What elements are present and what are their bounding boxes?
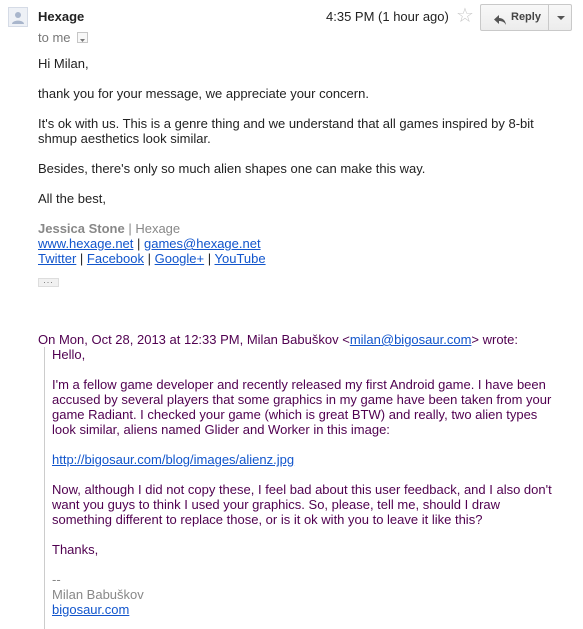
website-link[interactable]: www.hexage.net: [38, 236, 134, 251]
signature: [38, 221, 568, 266]
quote-signature-name: Milan Babuškov: [52, 587, 144, 602]
quote-site-link[interactable]: bigosaur.com: [52, 602, 130, 617]
quote-header: [38, 332, 518, 347]
email-link[interactable]: games@hexage.net: [144, 236, 261, 251]
quote-header-suffix: > wrote:: [471, 332, 519, 347]
show-trimmed-content-button[interactable]: ...: [38, 278, 59, 287]
sender-avatar: [8, 7, 28, 27]
signature-company: Hexage: [135, 221, 181, 236]
signature-name: Jessica Stone: [38, 221, 125, 236]
greeting: Hi Milan,: [38, 56, 89, 71]
more-actions-button[interactable]: [548, 4, 572, 31]
chevron-down-icon: [78, 36, 87, 45]
quote-link-line: [52, 452, 562, 467]
quote-greeting: Hello,: [52, 347, 86, 362]
closing: All the best,: [38, 191, 106, 206]
person-icon: [9, 8, 27, 26]
separator: |: [144, 251, 155, 266]
quoted-message: [52, 347, 562, 617]
quote-thanks: Thanks,: [52, 542, 99, 557]
quote-signature-dash: --: [52, 572, 61, 587]
quote-paragraph: Now, although I did not copy these, I feel bad about this user feedback, and I also don't want you guys to think I used your graphics. So, please, tell me, should I draw something different to replace those, or is it ok with you to leave it like this?: [52, 482, 552, 527]
sender-name[interactable]: Hexage: [38, 9, 85, 24]
quote-bar: [44, 347, 45, 629]
twitter-link[interactable]: Twitter: [38, 251, 77, 266]
quote-paragraph: I'm a fellow game developer and recently released my first Android game. I have been accused by several players that some graphics in my game have been taken from your game Radiant. I checked your game (which is great BTW) and really, two alien types look similar, aliens named Glider and Worker in this image:: [52, 377, 552, 437]
paragraph: Besides, there's only so much alien shapes one can make this way.: [38, 161, 426, 176]
star-icon[interactable]: ☆: [456, 5, 474, 27]
reply-button[interactable]: [480, 4, 549, 31]
quote-header-text: On Mon, Oct 28, 2013 at 12:33 PM, Milan Babuškov <: [38, 332, 350, 347]
timestamp: 4:35 PM (1 hour ago): [326, 9, 449, 24]
facebook-link[interactable]: Facebook: [86, 251, 144, 266]
quoted-email-link[interactable]: milan@bigosaur.com: [349, 332, 472, 347]
message-body: [38, 56, 568, 266]
youtube-link[interactable]: YouTube: [214, 251, 266, 266]
separator: |: [124, 221, 136, 236]
separator: |: [204, 251, 215, 266]
image-link[interactable]: http://bigosaur.com/blog/images/alienz.jpg: [52, 452, 295, 467]
paragraph: thank you for your message, we appreciate your concern.: [38, 86, 369, 101]
signature-social-line: [38, 251, 568, 266]
chevron-down-icon: [557, 16, 565, 20]
quote-signature-site-line: [52, 602, 562, 617]
show-details-button[interactable]: [77, 32, 88, 43]
reply-arrow-icon: [493, 11, 507, 36]
reply-label: Reply: [511, 11, 541, 23]
separator: |: [133, 236, 145, 251]
paragraph: It's ok with us. This is a genre thing and we understand that all games inspired by 8-bit shmup aesthetics look similar.: [38, 116, 534, 146]
signature-name-line: [38, 221, 568, 236]
recipient-label: to me: [38, 30, 71, 45]
signature-contact-line: [38, 236, 568, 251]
separator: |: [76, 251, 87, 266]
google-plus-link[interactable]: Google+: [154, 251, 205, 266]
